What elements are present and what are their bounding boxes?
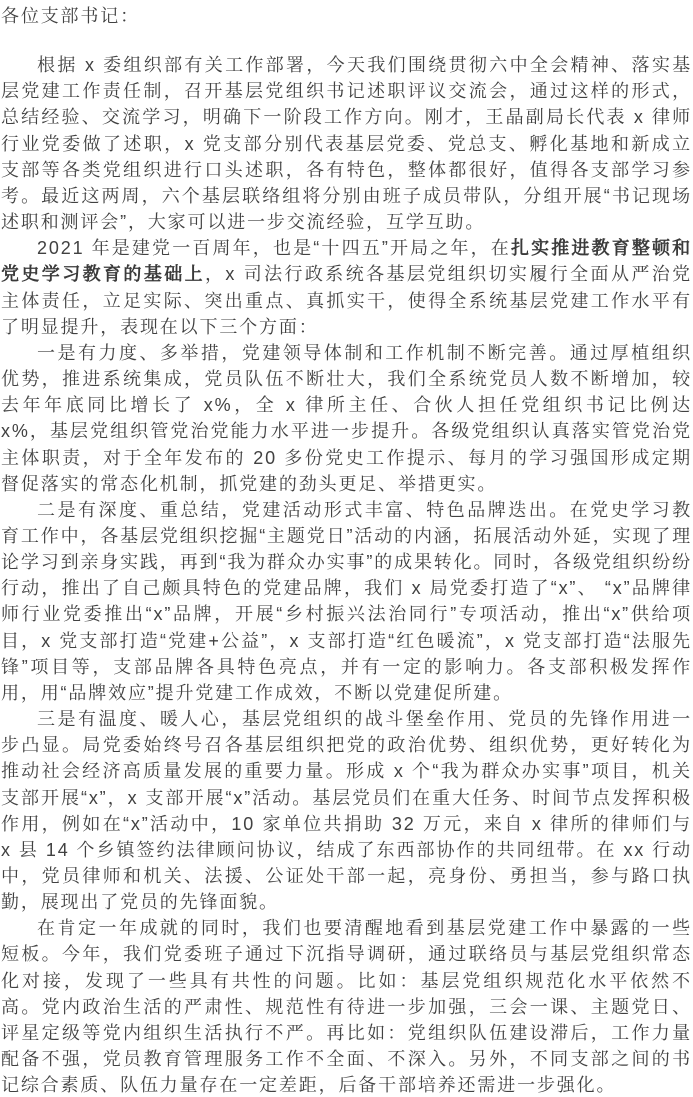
paragraph-point-three-warmth: 三是有温度、暖人心，基层党组织的战斗堡垒作用、党员的先锋作用进一步凸显。局党委始终号召各基层组织把党的政治优势、组织优势，更好转化为推动社会经济高质量发展的重要力量。形成 x 个“我为群众办实事”项目，机关支部开展“x”，x 支部开展“x”活动。基层党员们在重大任务、时间节点发挥积极作用，例如在“x”活动中，10 家单位共捐助 32 万元，来自 x 律所的律师们与 x 县 14 个乡镇签约法律顾问协议，结成了东西部协作的共同纽带。在 xx 行动中，党员律师和机关、法援、公证处干部一起，亮身份、勇担当，参与路口执勤，展现出了党员的先锋面貌。: [1, 709, 692, 913]
paragraph-point-two-depth: 二是有深度、重总结，党建活动形式丰富、特色品牌迭出。在党史学习教育工作中，各基层党组织挖掘“主题党日”活动的内涵，拓展活动外延，实现了理论学习到亲身实践，再到“我为群众办实事”的成果转化。同时，各级党组织纷纷行动，推出了自己颇具特色的党建品牌，我们 x 局党委打造了“x”、 “x”品牌律师行业党委推出“x”品牌，开展“乡村振兴法治同行”专项活动，推出“x”供给项目，x 党支部打造“党建+公益”，x 支部打造“红色暖流”，x 党支部打造“法服先锋”项目等，支部品牌各具特色亮点，并有一定的影响力。各支部积极发挥作用，用“品牌效应”提升党建工作成效，不断以党建促所建。: [1, 499, 692, 703]
salutation-line: 各位支部书记：: [1, 6, 140, 26]
paragraph-year-overview: [1, 235, 692, 340]
paragraph-year-overview-post: ，x 司法行政系统各基层党组织切实履行全面从严治党主体责任，立足实际、突出重点、真抓实干，使得全系统基层党建工作水平有了明显提升，表现在以下三个方面：: [1, 264, 692, 337]
bold-emphasis-phrase: 扎实推进教育整顿和党史学习教育的基础上: [1, 238, 693, 285]
paragraph-point-one-strength: 一是有力度、多举措，党建领导体制和工作机制不断完善。通过厚植组织优势，推进系统集成，党员队伍不断壮大，我们全系统党员人数不断增加，较去年年底同比增长了 x%，全 x 律所主任、合伙人担任党组织书记比例达 x%，基层党组织管党治党能力水平进一步提升。各级党组织认真落实管党治党主体职责，对于全年发布的 20 多份党史工作提示、每月的学习强国形成定期督促落实的常态化机制，抓党建的劲头更足、举措更实。: [1, 342, 692, 494]
paragraph-year-overview-pre: 2021 年是建党一百周年，也是“十四五”开局之年，在: [37, 238, 511, 259]
paragraph-opening-meeting: 根据 x 委组织部有关工作部署，今天我们围绕贯彻六中全会精神、落实基层党建工作责任制，召开基层党组织书记述职评议交流会，通过这样的形式，总结经验、交流学习，明确下一阶段工作方向。刚才，王晶副局长代表 x 律师行业党委做了述职，x 党支部分别代表基层党委、党总支、孵化基地和新成立支部等各类党组织进行口头述职，各有特色，整体都很好，值得各支部学习参考。最近这两周，六个基层联络组将分别由班子成员带队，分组开展“书记现场述职和测评会”，大家可以进一步交流经验，互学互助。: [1, 55, 692, 233]
paragraph-shortcomings: 在肯定一年成就的同时，我们也要清醒地看到基层党建工作中暴露的一些短板。今年，我们党委班子通过下沉指导调研，通过联络员与基层党组织常态化对接，发现了一些具有共性的问题。比如：基层党组织规范化水平依然不高。党内政治生活的严肃性、规范性有待进一步加强，三会一课、主题党日、评星定级等党内组织生活执行不严。再比如：党组织队伍建设滞后，工作力量配备不强，党员教育管理服务工作不全面、不深入。另外，不同支部之间的书记综合素质、队伍力量存在一定差距，后备干部培养还需进一步强化。: [1, 918, 692, 1096]
